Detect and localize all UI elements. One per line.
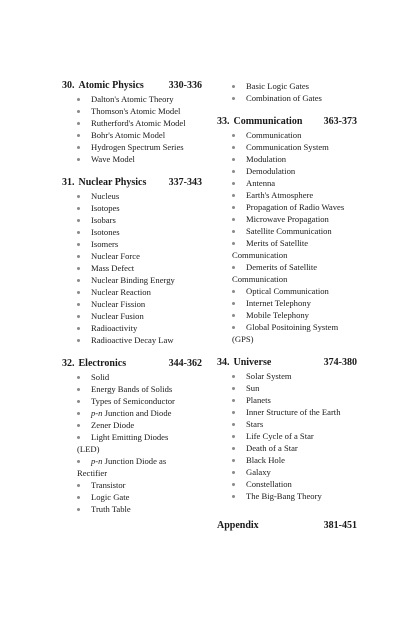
list-item: Galaxy — [217, 466, 357, 478]
section-heading — [62, 358, 202, 370]
list-item: Truth Table — [62, 503, 202, 515]
topic-list — [62, 371, 202, 515]
list-item: Merits of Satellite — [217, 237, 357, 249]
topic-list — [62, 190, 202, 346]
list-item: Nucleus — [62, 190, 202, 202]
list-item: Sun — [217, 382, 357, 394]
section-number: 34. — [217, 357, 230, 368]
toc-section-atomic-physics — [62, 80, 202, 165]
list-item: Life Cycle of a Star — [217, 430, 357, 442]
appendix-pages: 381-451 — [323, 520, 357, 531]
section-heading — [62, 177, 202, 189]
section-heading — [217, 357, 357, 369]
list-item: Isomers — [62, 238, 202, 250]
list-item: Solid — [62, 371, 202, 383]
list-item: Combination of Gates — [217, 92, 357, 104]
section-title: Electronics — [78, 358, 127, 369]
section-title: Atomic Physics — [78, 80, 144, 91]
section-pages: 344-362 — [168, 358, 202, 369]
section-number: 30. — [62, 80, 75, 91]
section-title: Universe — [233, 357, 272, 368]
list-item: Basic Logic Gates — [217, 80, 357, 92]
list-item: Planets — [217, 394, 357, 406]
list-item: Nuclear Fusion — [62, 310, 202, 322]
list-item: Thomson's Atomic Model — [62, 105, 202, 117]
section-title: Communication — [233, 116, 303, 127]
toc-carry-over — [217, 80, 357, 104]
toc-appendix — [217, 520, 357, 532]
list-item: Inner Structure of the Earth — [217, 406, 357, 418]
list-item: Mass Defect — [62, 262, 202, 274]
topic-list — [62, 93, 202, 165]
list-item: Death of a Star — [217, 442, 357, 454]
list-item: Bohr's Atomic Model — [62, 129, 202, 141]
list-item: Types of Semiconductor — [62, 395, 202, 407]
list-item: The Big-Bang Theory — [217, 490, 357, 502]
section-pages: 330-336 — [168, 80, 202, 91]
list-item: Solar System — [217, 370, 357, 382]
section-number: 31. — [62, 177, 75, 188]
list-item: Internet Telephony — [217, 297, 357, 309]
list-item: Global Positoining System — [217, 321, 357, 333]
list-item: Black Hole — [217, 454, 357, 466]
section-pages: 374-380 — [323, 357, 357, 368]
list-item: Propagation of Radio Waves — [217, 201, 357, 213]
section-pages: 363-373 — [323, 116, 357, 127]
list-item: Isotones — [62, 226, 202, 238]
list-item: Radioactive Decay Law — [62, 334, 202, 346]
toc-section-electronics — [62, 358, 202, 515]
list-item: p-n Junction and Diode — [62, 407, 202, 419]
list-item: Isobars — [62, 214, 202, 226]
list-item: Nuclear Reaction — [62, 286, 202, 298]
toc-section-communication — [217, 116, 357, 345]
list-item: Demerits of Satellite — [217, 261, 357, 273]
list-item-continuation: Rectifier — [77, 468, 108, 478]
list-item: Stars — [217, 418, 357, 430]
list-item: Microwave Propagation — [217, 213, 357, 225]
list-item-continuation: Communication — [232, 250, 288, 260]
list-item: Mobile Telephony — [217, 309, 357, 321]
list-item: Radioactivity — [62, 322, 202, 334]
list-item: Light Emitting Diodes — [62, 431, 202, 443]
list-item: Optical Communication — [217, 285, 357, 297]
list-item: Wave Model — [62, 153, 202, 165]
list-item: Constellation — [217, 478, 357, 490]
toc-section-universe — [217, 357, 357, 502]
list-item: Rutherford's Atomic Model — [62, 117, 202, 129]
list-item-continuation: Communication — [232, 274, 288, 284]
list-item-continuation: (GPS) — [232, 334, 254, 344]
list-item: Dalton's Atomic Theory — [62, 93, 202, 105]
section-heading — [62, 80, 202, 92]
list-item: Zener Diode — [62, 419, 202, 431]
list-item: Earth's Atmosphere — [217, 189, 357, 201]
list-item: Modulation — [217, 153, 357, 165]
list-item: p-n Junction Diode as — [62, 455, 202, 467]
list-item: Energy Bands of Solids — [62, 383, 202, 395]
list-item: Satellite Communication — [217, 225, 357, 237]
list-item: Nuclear Binding Energy — [62, 274, 202, 286]
topic-list — [217, 80, 357, 104]
list-item: Antenna — [217, 177, 357, 189]
section-pages: 337-343 — [168, 177, 202, 188]
section-heading — [217, 116, 357, 128]
list-item: Hydrogen Spectrum Series — [62, 141, 202, 153]
toc-section-nuclear-physics — [62, 177, 202, 346]
toc-left-column — [62, 80, 202, 527]
list-item: Transistor — [62, 479, 202, 491]
section-title: Nuclear Physics — [78, 177, 147, 188]
list-item: Nuclear Force — [62, 250, 202, 262]
section-number: 32. — [62, 358, 75, 369]
list-item: Communication System — [217, 141, 357, 153]
list-item: Nuclear Fission — [62, 298, 202, 310]
section-number: 33. — [217, 116, 230, 127]
appendix-title: Appendix — [217, 520, 259, 531]
topic-list — [217, 370, 357, 502]
list-item: Demodulation — [217, 165, 357, 177]
list-item-continuation: (LED) — [77, 444, 100, 454]
list-item: Isotopes — [62, 202, 202, 214]
list-item: Logic Gate — [62, 491, 202, 503]
topic-list — [217, 129, 357, 345]
toc-right-column — [217, 80, 357, 533]
list-item: Communication — [217, 129, 357, 141]
